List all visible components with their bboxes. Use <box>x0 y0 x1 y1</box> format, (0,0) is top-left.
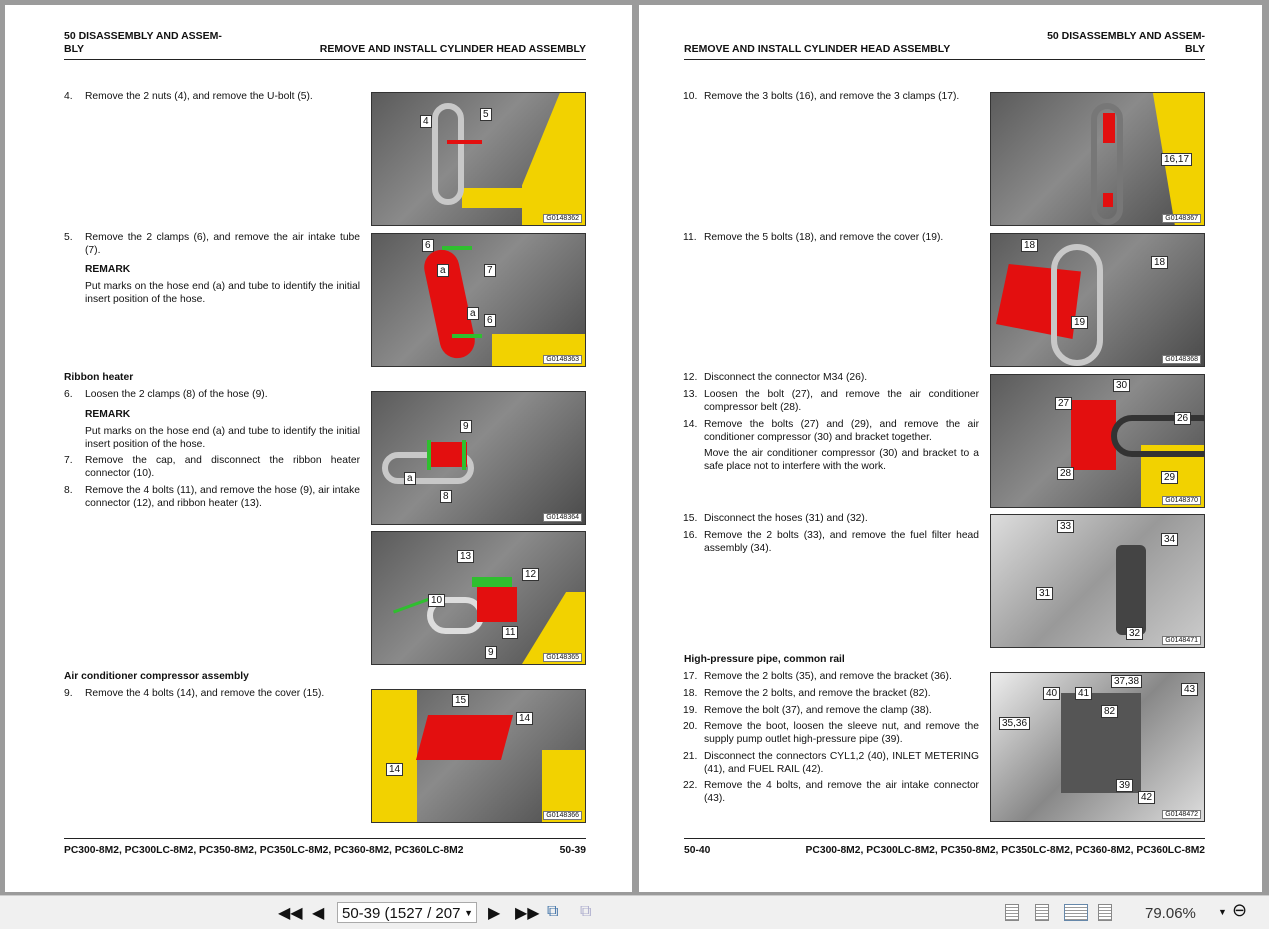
step-text: Disconnect the connectors CYL1,2 (40), INLET METERING (41), and FUEL RAIL (42). <box>704 751 979 775</box>
step-text: Loosen the 2 clamps (8) of the hose (9). <box>85 389 268 400</box>
remark-label: REMARK <box>85 264 131 275</box>
single-page-icon[interactable] <box>1005 904 1019 921</box>
step-21 <box>683 751 979 776</box>
callout: 11 <box>502 626 518 639</box>
step-number: 12. <box>683 372 698 383</box>
figure-clamps <box>990 92 1205 226</box>
step-text: Remove the 5 bolts (18), and remove the cover (19). <box>704 232 944 243</box>
callout: 33 <box>1057 520 1074 533</box>
step-9 <box>64 688 360 701</box>
callout: 15 <box>452 694 469 707</box>
callout: 27 <box>1055 397 1072 410</box>
callout: 42 <box>1138 791 1155 804</box>
callout: 12 <box>522 568 539 581</box>
callout: 6 <box>484 314 496 327</box>
page-number-value: 50-39 (1527 / 207 <box>342 905 461 922</box>
step-number: 19. <box>683 705 698 716</box>
figure-code: G0148368 <box>1162 355 1201 364</box>
step-15 <box>683 513 979 526</box>
callout: 26 <box>1174 412 1191 425</box>
step-text: Remove the boot, loosen the sleeve nut, and remove the supply pump outlet high-pressure pipe (39). <box>704 721 979 745</box>
step-number: 9. <box>64 688 73 699</box>
figure-code: G0148365 <box>543 653 582 662</box>
next-view-icon[interactable]: ⧉ <box>580 903 592 920</box>
figure-intake-tube <box>371 233 586 367</box>
step-number: 5. <box>64 232 73 243</box>
callout: 9 <box>460 420 472 433</box>
step-text: Remove the 2 nuts (4), and remove the U-bolt (5). <box>85 91 313 102</box>
step-14-note: Move the air conditioner compressor (30) and bracket to a safe place not to interfere with the work. <box>704 448 979 472</box>
footer-page-number: 50-40 <box>684 845 711 856</box>
callout: 6 <box>422 239 434 252</box>
callout: a <box>404 472 416 485</box>
zoom-level[interactable]: 79.06% <box>1145 905 1196 922</box>
figure-ubolt <box>371 92 586 226</box>
figure-code: G0148362 <box>543 214 582 223</box>
page-number-field[interactable] <box>337 902 477 923</box>
callout: 29 <box>1161 471 1178 484</box>
step-7 <box>64 455 360 480</box>
figure-fuel-filter <box>990 514 1205 648</box>
step-number: 22. <box>683 780 698 791</box>
remark-text: Put marks on the hose end (a) and tube to identify the initial insert position of the hose. <box>85 426 360 450</box>
callout: 14 <box>516 712 533 725</box>
facing-pages-icon[interactable] <box>1064 904 1088 921</box>
step-20 <box>683 721 979 746</box>
step-18 <box>683 688 979 701</box>
step-22 <box>683 780 979 805</box>
section-ac-compressor: Air conditioner compressor assembly <box>64 671 249 682</box>
figure-hose-clamps <box>371 391 586 525</box>
first-page-icon[interactable]: ◀◀ <box>278 905 303 922</box>
callout: 7 <box>484 264 496 277</box>
step-10 <box>683 91 979 104</box>
step-number: 14. <box>683 419 698 430</box>
callout: 19 <box>1071 316 1088 329</box>
figure-code: G0148366 <box>543 811 582 820</box>
step-text: Remove the 4 bolts (14), and remove the cover (15). <box>85 688 325 699</box>
callout: a <box>437 264 449 277</box>
callout: 8 <box>440 490 452 503</box>
callout: 5 <box>480 108 492 121</box>
footer-page-number: 50-39 <box>559 845 586 856</box>
section-ribbon-heater: Ribbon heater <box>64 372 134 383</box>
callout: 30 <box>1113 379 1130 392</box>
figure-code: G0148472 <box>1162 810 1201 819</box>
step-text: Remove the 4 bolts (11), and remove the hose (9), air intake connector (12), and ribbon heater (13). <box>85 485 360 509</box>
step-5 <box>64 232 360 257</box>
footer-models: PC300-8M2, PC300LC-8M2, PC350-8M2, PC350LC-8M2, PC360-8M2, PC360LC-8M2 <box>64 845 464 856</box>
callout: 37,38 <box>1111 675 1142 688</box>
step-text: Remove the 2 bolts (33), and remove the fuel filter head assembly (34). <box>704 530 979 554</box>
continuous-facing-icon[interactable] <box>1098 904 1112 921</box>
figure-ac-cover <box>371 689 586 823</box>
zoom-out-icon[interactable]: ⊖ <box>1232 900 1248 920</box>
step-number: 20. <box>683 721 698 732</box>
pdf-toolbar <box>0 895 1269 929</box>
figure-code: G0148370 <box>1162 496 1201 505</box>
remark-label: REMARK <box>85 409 131 420</box>
figure-ac-compressor <box>990 374 1205 508</box>
step-number: 4. <box>64 91 73 102</box>
step-4 <box>64 91 360 104</box>
figure-cover <box>990 233 1205 367</box>
callout: 28 <box>1057 467 1074 480</box>
step-number: 8. <box>64 485 73 496</box>
zoom-dropdown-icon[interactable]: ▼ <box>1218 907 1227 917</box>
step-text: Remove the 3 bolts (16), and remove the 3 clamps (17). <box>704 91 960 102</box>
step-number: 21. <box>683 751 698 762</box>
step-14 <box>683 419 979 444</box>
header-title: REMOVE AND INSTALL CYLINDER HEAD ASSEMBLY <box>684 43 951 55</box>
step-19 <box>683 705 979 718</box>
step-16 <box>683 530 979 555</box>
step-12 <box>683 372 979 385</box>
callout: 4 <box>420 115 432 128</box>
callout: 13 <box>457 550 474 563</box>
callout: 82 <box>1101 705 1118 718</box>
step-text: Remove the 2 bolts, and remove the bracket (82). <box>704 688 931 699</box>
callout: 40 <box>1043 687 1060 700</box>
step-17 <box>683 671 979 684</box>
step-text: Remove the cap, and disconnect the ribbon heater connector (10). <box>85 455 360 479</box>
callout: a <box>467 307 479 320</box>
callout: 41 <box>1075 687 1092 700</box>
header-title: REMOVE AND INSTALL CYLINDER HEAD ASSEMBLY <box>319 43 586 55</box>
step-number: 16. <box>683 530 698 541</box>
figure-common-rail <box>990 672 1205 822</box>
step-number: 17. <box>683 671 698 682</box>
callout: 31 <box>1036 587 1053 600</box>
continuous-page-icon[interactable] <box>1035 904 1049 921</box>
step-6 <box>64 389 360 402</box>
step-13 <box>683 389 979 414</box>
step-text: Loosen the bolt (27), and remove the air conditioner compressor belt (28). <box>704 389 979 413</box>
left-page <box>5 5 632 892</box>
footer-models: PC300-8M2, PC300LC-8M2, PC350-8M2, PC350LC-8M2, PC360-8M2, PC360LC-8M2 <box>805 845 1205 856</box>
step-text: Disconnect the hoses (31) and (32). <box>704 513 868 524</box>
step-number: 15. <box>683 513 698 524</box>
callout: 39 <box>1116 779 1133 792</box>
previous-view-icon[interactable]: ⧉ <box>547 903 559 920</box>
step-number: 7. <box>64 455 73 466</box>
step-text: Remove the bolts (27) and (29), and remove the air conditioner compressor (30) and bracket together. <box>704 419 979 443</box>
figure-code: G0148363 <box>543 355 582 364</box>
remark-text: Put marks on the hose end (a) and tube to identify the initial insert position of the hose. <box>85 281 360 305</box>
step-number: 11. <box>683 232 697 243</box>
header-chapter: 50 DISASSEMBLY AND ASSEM- BLY <box>1047 30 1205 55</box>
step-number: 10. <box>683 91 698 102</box>
step-8 <box>64 485 360 510</box>
callout: 18 <box>1151 256 1168 269</box>
chevron-down-icon[interactable]: ▼ <box>464 908 473 918</box>
step-text: Remove the 2 bolts (35), and remove the bracket (36). <box>704 671 952 682</box>
right-page <box>639 5 1262 892</box>
figure-code: G0148364 <box>543 513 582 522</box>
callout: 18 <box>1021 239 1038 252</box>
step-number: 18. <box>683 688 698 699</box>
callout: 9 <box>485 646 497 659</box>
step-11 <box>683 232 979 245</box>
previous-page-icon[interactable]: ◀ <box>312 905 325 922</box>
callout: 16,17 <box>1161 153 1192 166</box>
figure-ribbon-heater <box>371 531 586 665</box>
step-text: Remove the 4 bolts, and remove the air intake connector (43). <box>704 780 979 804</box>
step-text: Remove the 2 clamps (6), and remove the air intake tube (7). <box>85 232 360 256</box>
callout: 43 <box>1181 683 1198 696</box>
last-page-icon[interactable]: ▶▶ <box>515 905 540 922</box>
next-page-icon[interactable]: ▶ <box>488 905 501 922</box>
callout: 14 <box>386 763 403 776</box>
header-chapter: 50 DISASSEMBLY AND ASSEM- BLY <box>64 30 222 55</box>
figure-code: G0148367 <box>1162 214 1201 223</box>
section-high-pressure: High-pressure pipe, common rail <box>684 654 845 665</box>
figure-code: G0148471 <box>1162 636 1201 645</box>
step-number: 13. <box>683 389 698 400</box>
callout: 34 <box>1161 533 1178 546</box>
callout: 32 <box>1126 627 1143 640</box>
step-text: Remove the bolt (37), and remove the clamp (38). <box>704 705 932 716</box>
callout: 35,36 <box>999 717 1030 730</box>
callout: 10 <box>428 594 445 607</box>
step-text: Disconnect the connector M34 (26). <box>704 372 868 383</box>
step-number: 6. <box>64 389 73 400</box>
